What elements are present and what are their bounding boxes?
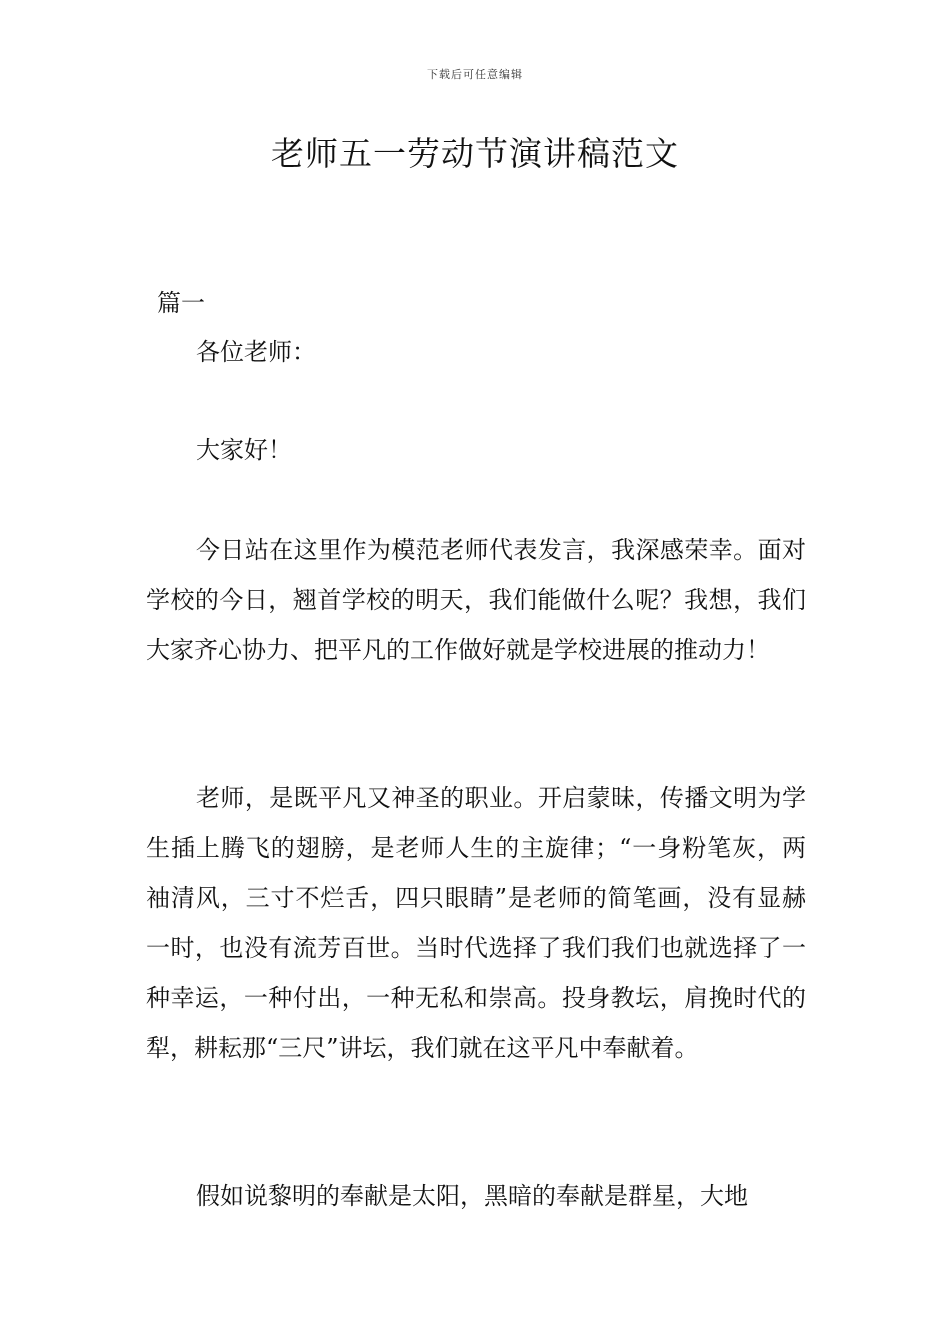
paragraph: 今日站在这里作为模范老师代表发言，我深感荣幸。面对学校的今日，翘首学校的明天，我们能做什么呢？我想，我们大家齐心协力、把平凡的工作做好就是学校进展的推动力！ (146, 536, 806, 664)
salutation: 各位老师： (196, 338, 316, 366)
paragraph: 老师，是既平凡又神圣的职业。开启蒙昧，传播文明为学生插上腾飞的翅膀，是老师人生的主旋律；“一身粉笔灰，两袖清风，三寸不烂舌，四只眼睛”是老师的简笔画，没有显赫一时，也没有流芳百世。当时代选择了我们我们也就选择了一种幸运，一种付出，一种无私和崇高。投身教坛，肩挽时代的犁，耕耘那“三尺”讲坛，我们就在这平凡中奉献着。 (146, 784, 806, 1062)
greeting: 大家好！ (196, 436, 292, 464)
section-label: 篇一 (157, 289, 205, 317)
paragraph: 假如说黎明的奉献是太阳，黑暗的奉献是群星，大地 (196, 1182, 748, 1210)
header-note: 下载后可任意编辑 (427, 68, 523, 81)
document-title: 老师五一劳动节演讲稿范文 (271, 134, 679, 173)
